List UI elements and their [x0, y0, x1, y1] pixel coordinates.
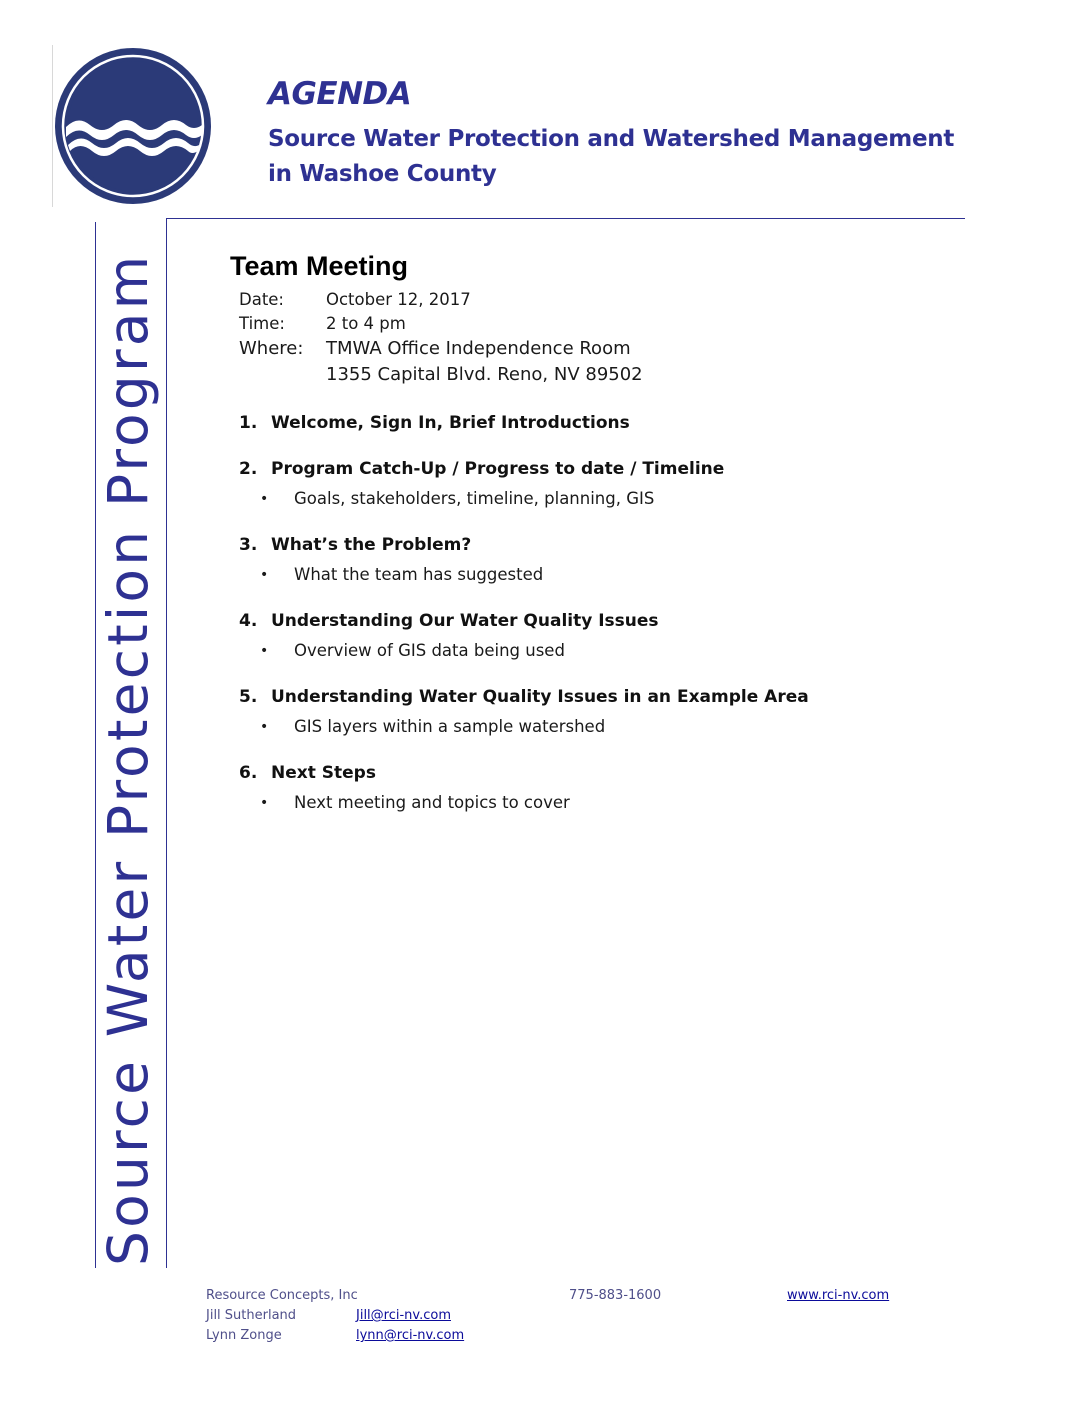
agenda-item: [239, 606, 939, 666]
agenda-bullet-text: Next meeting and topics to cover: [294, 793, 570, 812]
where-label: Where:: [239, 338, 304, 359]
date-value: October 12, 2017: [326, 290, 471, 309]
agenda-item-text: What’s the Problem?: [271, 535, 472, 555]
agenda-item: [239, 530, 939, 590]
agenda-item-title: [239, 530, 939, 560]
meeting-heading: Team Meeting: [230, 251, 409, 281]
agenda-bullet-text: GIS layers within a sample watershed: [294, 717, 606, 736]
website-link[interactable]: www.rci-nv.com: [787, 1288, 890, 1303]
agenda-bullet: [239, 484, 939, 514]
agenda-item-number: 3.: [239, 535, 258, 555]
agenda-list: [239, 408, 939, 834]
sidebar-divider: [166, 218, 167, 1268]
footer-row-contact1: [206, 1306, 906, 1326]
agenda-title: AGENDA: [268, 76, 412, 112]
time-label: Time:: [239, 314, 285, 333]
header-divider: [167, 218, 965, 219]
agenda-subtitle: Source Water Protection and Watershed Management in Washoe County: [268, 126, 955, 187]
agenda-bullet-text: Goals, stakeholders, timeline, planning, GIS: [294, 489, 655, 508]
contact-email-link[interactable]: Jill@rci-nv.com: [356, 1308, 451, 1323]
agenda-bullet: [239, 788, 939, 818]
contact-name: Jill Sutherland: [206, 1308, 297, 1323]
footer: [206, 1286, 906, 1346]
agenda-item-title: [239, 682, 939, 712]
address-value: 1355 Capital Blvd. Reno, NV 89502: [326, 364, 643, 385]
bullet-icon: •: [260, 795, 269, 811]
contact-email-link[interactable]: lynn@rci-nv.com: [356, 1328, 465, 1343]
footer-row-company: [206, 1286, 906, 1306]
agenda-bullet: [239, 560, 939, 590]
agenda-bullet: [239, 712, 939, 742]
date-label: Date:: [239, 290, 284, 309]
time-value: 2 to 4 pm: [326, 314, 406, 333]
footer-row-contact2: [206, 1326, 906, 1346]
agenda-bullet-text: What the team has suggested: [294, 565, 544, 584]
agenda-item: [239, 682, 939, 742]
agenda-item-title: [239, 606, 939, 636]
bullet-icon: •: [260, 719, 269, 735]
agenda-item-text: Understanding Water Quality Issues in an Example Area: [271, 687, 809, 707]
company-name: Resource Concepts, Inc: [206, 1288, 358, 1303]
agenda-bullet-text: Overview of GIS data being used: [294, 641, 565, 660]
agenda-item-title: [239, 454, 939, 484]
where-value: TMWA Office Independence Room: [326, 338, 631, 359]
bullet-icon: •: [260, 491, 269, 507]
agenda-bullet: [239, 636, 939, 666]
bullet-icon: •: [260, 567, 269, 583]
company-phone: 775-883-1600: [569, 1288, 662, 1303]
agenda-item-title: [239, 758, 939, 788]
agenda-item-text: Welcome, Sign In, Brief Introductions: [271, 413, 630, 433]
contact-name: Lynn Zonge: [206, 1328, 282, 1343]
program-name-vertical: Source Water Protection Program: [96, 252, 160, 1266]
agenda-item-text: Program Catch-Up / Progress to date / Timeline: [271, 459, 725, 479]
agenda-item-number: 5.: [239, 687, 258, 707]
agenda-item-title: [239, 408, 939, 438]
bullet-icon: •: [260, 643, 269, 659]
agenda-item-number: 2.: [239, 459, 258, 479]
agenda-item-number: 4.: [239, 611, 258, 631]
agenda-item-number: 6.: [239, 763, 258, 783]
agenda-item: [239, 758, 939, 818]
agenda-item-text: Next Steps: [271, 763, 376, 783]
agenda-item-text: Understanding Our Water Quality Issues: [271, 611, 659, 631]
agenda-item: [239, 454, 939, 514]
agenda-item: [239, 408, 939, 438]
agenda-item-number: 1.: [239, 413, 258, 433]
water-waves-logo-icon: [52, 45, 214, 207]
